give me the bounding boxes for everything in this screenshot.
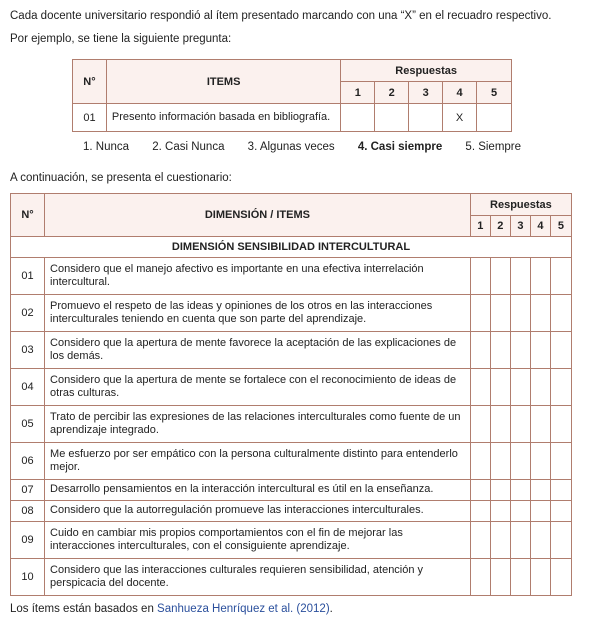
table-row xyxy=(11,480,572,501)
response-cell-3[interactable] xyxy=(510,443,530,480)
scale-legend-item: 5. Siempre xyxy=(465,141,522,153)
scale-legend-item: 3. Algunas veces xyxy=(247,141,335,153)
response-cell-1[interactable] xyxy=(470,559,490,596)
item-number: 07 xyxy=(11,480,45,501)
item-number: 09 xyxy=(11,522,45,559)
item-text: Considero que el manejo afectivo es importante en una efectiva interrelación intercultural. xyxy=(45,258,471,295)
table-row xyxy=(11,501,572,522)
response-cell-3[interactable] xyxy=(510,559,530,596)
response-cell-1[interactable] xyxy=(470,295,490,332)
response-cell-2[interactable] xyxy=(490,501,510,522)
response-cell-2[interactable] xyxy=(490,295,510,332)
response-cell-5[interactable] xyxy=(550,522,571,559)
scale-legend xyxy=(83,141,541,153)
response-cell-4[interactable] xyxy=(530,332,550,369)
questionnaire-intro: A continuación, se presenta el cuestionario: xyxy=(10,172,232,184)
response-cell-5[interactable] xyxy=(550,295,571,332)
intro-line-1: Cada docente universitario respondió al ítem presentado marcando con una “X” en el recuadro respectivo. xyxy=(10,10,552,22)
response-cell-4[interactable] xyxy=(530,501,550,522)
example-mark-3[interactable] xyxy=(409,104,443,132)
example-col-items: ITEMS xyxy=(106,60,340,104)
response-cell-4[interactable] xyxy=(530,258,550,295)
response-cell-3[interactable] xyxy=(510,480,530,501)
questionnaire-scale-1: 1 xyxy=(470,216,490,237)
response-cell-5[interactable] xyxy=(550,406,571,443)
response-cell-4[interactable] xyxy=(530,369,550,406)
response-cell-3[interactable] xyxy=(510,501,530,522)
example-table xyxy=(72,59,512,132)
example-col-responses: Respuestas xyxy=(341,60,512,82)
item-number: 03 xyxy=(11,332,45,369)
response-cell-5[interactable] xyxy=(550,258,571,295)
intro-line-2: Por ejemplo, se tiene la siguiente pregunta: xyxy=(10,33,232,45)
response-cell-3[interactable] xyxy=(510,332,530,369)
response-cell-1[interactable] xyxy=(470,332,490,369)
response-cell-2[interactable] xyxy=(490,559,510,596)
response-cell-2[interactable] xyxy=(490,369,510,406)
item-text: Cuido en cambiar mis propios comportamientos con el fin de mejorar las interacciones interculturales, con el consiguiente aprendizaje. xyxy=(45,522,471,559)
questionnaire-table xyxy=(10,193,572,596)
response-cell-5[interactable] xyxy=(550,480,571,501)
response-cell-1[interactable] xyxy=(470,480,490,501)
item-text: Considero que la apertura de mente favorece la aceptación de las explicaciones de los demás. xyxy=(45,332,471,369)
footer-note xyxy=(10,603,333,615)
example-mark-2[interactable] xyxy=(375,104,409,132)
response-cell-1[interactable] xyxy=(470,369,490,406)
response-cell-4[interactable] xyxy=(530,522,550,559)
questionnaire-col-num: N° xyxy=(11,194,45,237)
item-number: 05 xyxy=(11,406,45,443)
response-cell-4[interactable] xyxy=(530,559,550,596)
item-text: Considero que la apertura de mente se fortalece con el reconocimiento de ideas de otras culturas. xyxy=(45,369,471,406)
response-cell-5[interactable] xyxy=(550,559,571,596)
table-row xyxy=(11,406,572,443)
example-row xyxy=(73,104,512,132)
response-cell-4[interactable] xyxy=(530,480,550,501)
example-scale-5: 5 xyxy=(477,82,512,104)
example-mark-1[interactable] xyxy=(341,104,375,132)
response-cell-2[interactable] xyxy=(490,522,510,559)
response-cell-2[interactable] xyxy=(490,332,510,369)
response-cell-1[interactable] xyxy=(470,522,490,559)
response-cell-1[interactable] xyxy=(470,443,490,480)
item-number: 08 xyxy=(11,501,45,522)
item-number: 06 xyxy=(11,443,45,480)
item-text: Desarrollo pensamientos en la interacción intercultural es útil en la enseñanza. xyxy=(45,480,471,501)
response-cell-5[interactable] xyxy=(550,369,571,406)
example-mark-4[interactable]: X xyxy=(443,104,477,132)
item-text: Me esfuerzo por ser empático con la persona culturalmente distinto para entenderlo mejor. xyxy=(45,443,471,480)
response-cell-1[interactable] xyxy=(470,406,490,443)
questionnaire-scale-3: 3 xyxy=(510,216,530,237)
table-row xyxy=(11,258,572,295)
dimension-heading: DIMENSIÓN SENSIBILIDAD INTERCULTURAL xyxy=(11,237,572,258)
response-cell-1[interactable] xyxy=(470,258,490,295)
example-row-text: Presento información basada en bibliografía. xyxy=(106,104,340,132)
response-cell-1[interactable] xyxy=(470,501,490,522)
response-cell-5[interactable] xyxy=(550,501,571,522)
response-cell-3[interactable] xyxy=(510,295,530,332)
table-row xyxy=(11,522,572,559)
questionnaire-scale-5: 5 xyxy=(550,216,571,237)
scale-legend-item: 2. Casi Nunca xyxy=(152,141,225,153)
example-mark-5[interactable] xyxy=(477,104,512,132)
questionnaire-scale-2: 2 xyxy=(490,216,510,237)
item-text: Considero que las interacciones culturales requieren sensibilidad, atención y perspicacia del docente. xyxy=(45,559,471,596)
response-cell-4[interactable] xyxy=(530,406,550,443)
questionnaire-scale-4: 4 xyxy=(530,216,550,237)
response-cell-3[interactable] xyxy=(510,369,530,406)
example-row-num: 01 xyxy=(73,104,107,132)
table-row xyxy=(11,369,572,406)
table-row xyxy=(11,295,572,332)
item-text: Trato de percibir las expresiones de las relaciones interculturales como fuente de un aprendizaje integrado. xyxy=(45,406,471,443)
item-number: 04 xyxy=(11,369,45,406)
item-number: 01 xyxy=(11,258,45,295)
table-row xyxy=(11,332,572,369)
table-row xyxy=(11,559,572,596)
response-cell-3[interactable] xyxy=(510,406,530,443)
response-cell-3[interactable] xyxy=(510,522,530,559)
questionnaire-col-items: DIMENSIÓN / ITEMS xyxy=(45,194,471,237)
response-cell-5[interactable] xyxy=(550,443,571,480)
response-cell-2[interactable] xyxy=(490,480,510,501)
questionnaire-col-responses: Respuestas xyxy=(470,194,571,216)
scale-legend-item: 1. Nunca xyxy=(83,141,130,153)
example-scale-3: 3 xyxy=(409,82,443,104)
scale-legend-item-highlight: 4. Casi siempre xyxy=(357,141,443,153)
citation-link[interactable]: Sanhueza Henríquez et al. (2012) xyxy=(157,603,330,615)
response-cell-2[interactable] xyxy=(490,406,510,443)
response-cell-4[interactable] xyxy=(530,295,550,332)
example-col-num: N° xyxy=(73,60,107,104)
response-cell-4[interactable] xyxy=(530,443,550,480)
footer-prefix: Los ítems están basados en xyxy=(10,603,158,615)
response-cell-2[interactable] xyxy=(490,258,510,295)
item-number: 10 xyxy=(11,559,45,596)
response-cell-3[interactable] xyxy=(510,258,530,295)
response-cell-2[interactable] xyxy=(490,443,510,480)
footer-suffix: . xyxy=(329,603,333,615)
item-text: Promuevo el respeto de las ideas y opiniones de los otros en las interacciones interculturales teniendo en cuenta que son parte del aprendizaje. xyxy=(45,295,471,332)
response-cell-5[interactable] xyxy=(550,332,571,369)
item-text: Considero que la autorregulación promueve las interacciones interculturales. xyxy=(45,501,471,522)
item-number: 02 xyxy=(11,295,45,332)
example-scale-1: 1 xyxy=(341,82,375,104)
example-scale-2: 2 xyxy=(375,82,409,104)
example-scale-4: 4 xyxy=(443,82,477,104)
table-row xyxy=(11,443,572,480)
